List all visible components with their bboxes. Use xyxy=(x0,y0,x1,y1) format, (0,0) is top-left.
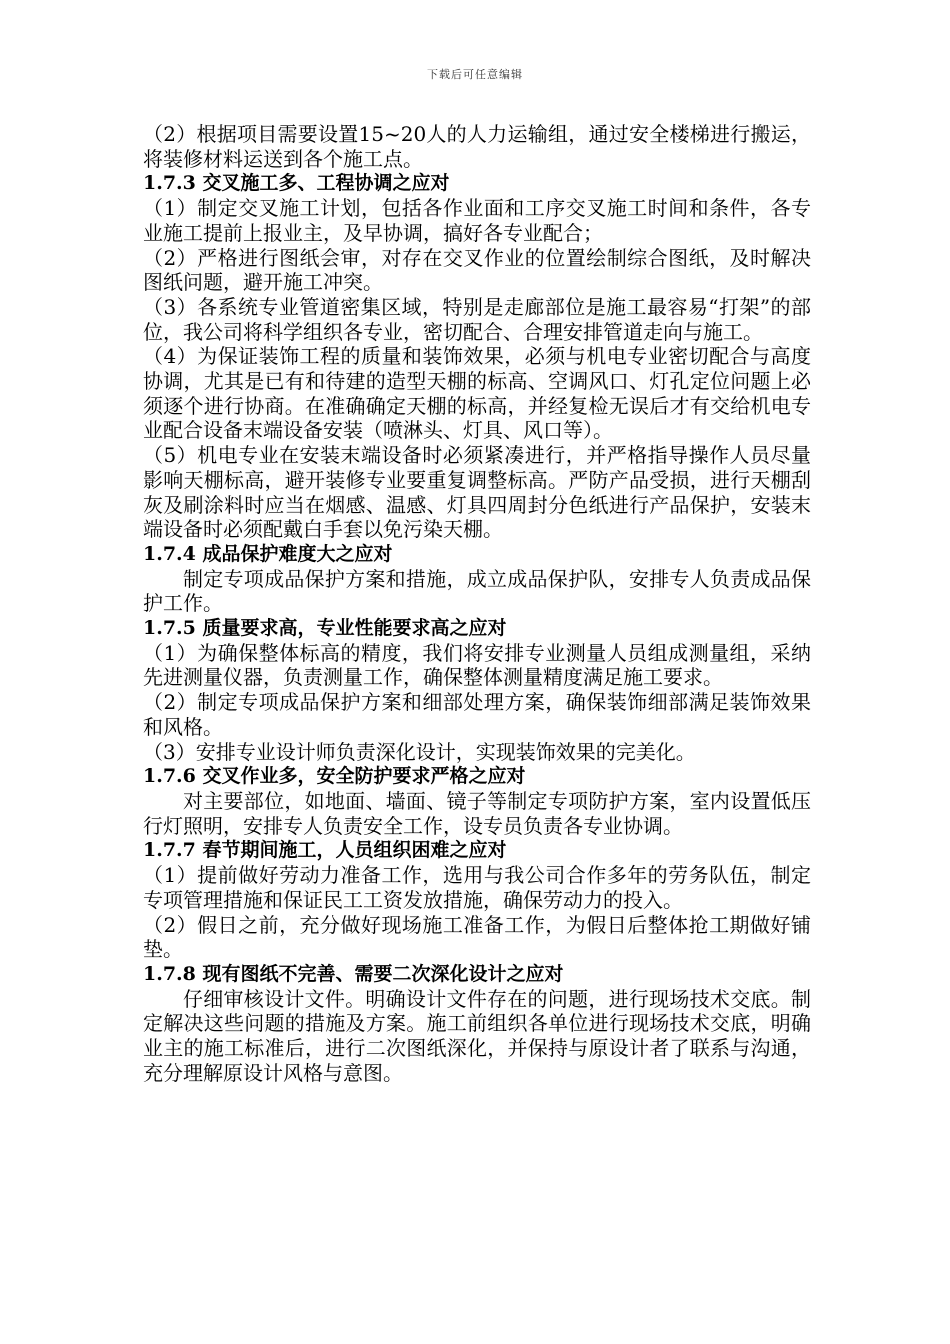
paragraph: （2）假日之前，充分做好现场施工准备工作，为假日后整体抢工期做好铺垫。 xyxy=(143,912,811,962)
section-heading-1-7-7: 1.7.7 春节期间施工，人员组织困难之应对 xyxy=(143,839,507,862)
section-heading-1-7-6: 1.7.6 交叉作业多，安全防护要求严格之应对 xyxy=(143,765,526,788)
paragraph: （2）严格进行图纸会审，对存在交叉作业的位置绘制综合图纸，及时解决图纸问题，避开施工冲突。 xyxy=(143,245,811,295)
paragraph: （5）机电专业在安装末端设备时必须紧凑进行，并严格指导操作人员尽量影响天棚标高，避开装修专业要重复调整标高。严防产品受损，进行天棚刮灰及刷涂料时应当在烟感、温感、灯具四周封分色纸进行产品保护，安装末端设备时必须配戴白手套以免污染天棚。 xyxy=(143,443,811,542)
paragraph: （4）为保证装饰工程的质量和装饰效果，必须与机电专业密切配合与高度协调，尤其是已有和待建的造型天棚的标高、空调风口、灯孔定位问题上必须逐个进行协商。在准确确定天棚的标高，并经复检无误后才有交给机电专业配合设备末端设备安装（喷淋头、灯具、风口等）。 xyxy=(143,344,811,443)
paragraph: （2）根据项目需要设置15~20人的人力运输组，通过安全楼梯进行搬运，将装修材料运送到各个施工点。 xyxy=(143,122,811,171)
paragraph: 制定专项成品保护方案和措施，成立成品保护队，安排专人负责成品保护工作。 xyxy=(143,566,811,616)
paragraph: （1）提前做好劳动力准备工作，选用与我公司合作多年的劳务队伍，制定专项管理措施和保证民工工资发放措施，确保劳动力的投入。 xyxy=(143,863,811,912)
paragraph: （1）制定交叉施工计划，包括各作业面和工序交叉施工时间和条件，各专业施工提前上报业主，及早协调，搞好各专业配合； xyxy=(143,196,811,245)
paragraph: （3）安排专业设计师负责深化设计，实现装饰效果的完美化。 xyxy=(143,739,696,764)
paragraph: （3）各系统专业管道密集区域，特别是走廊部位是施工最容易“打架”的部位，我公司将科学组织各专业，密切配合、合理安排管道走向与施工。 xyxy=(143,294,811,344)
section-heading-1-7-4: 1.7.4 成品保护难度大之应对 xyxy=(143,542,393,565)
section-heading-1-7-5: 1.7.5 质量要求高，专业性能要求高之应对 xyxy=(143,617,507,640)
page-header: 下载后可任意编辑 xyxy=(427,68,523,81)
paragraph: 仔细审核设计文件。明确设计文件存在的问题，进行现场技术交底。制定解决这些问题的措施及方案。施工前组织各单位进行现场技术交底，明确业主的施工标准后，进行二次图纸深化，并保持与原设计者了联系与沟通，充分理解原设计风格与意图。 xyxy=(143,986,811,1085)
paragraph: （2）制定专项成品保护方案和细部处理方案，确保装饰细部满足装饰效果和风格。 xyxy=(143,690,811,739)
document-body xyxy=(143,122,811,1085)
paragraph: 对主要部位，如地面、墙面、镜子等制定专项防护方案，室内设置低压行灯照明，安排专人负责安全工作，设专员负责各专业协调。 xyxy=(143,788,811,838)
paragraph: （1）为确保整体标高的精度，我们将安排专业测量人员组成测量组，采纳先进测量仪器，负责测量工作，确保整体测量精度满足施工要求。 xyxy=(143,640,811,690)
section-heading-1-7-3: 1.7.3 交叉施工多、工程协调之应对 xyxy=(143,172,450,195)
section-heading-1-7-8: 1.7.8 现有图纸不完善、需要二次深化设计之应对 xyxy=(143,962,564,985)
